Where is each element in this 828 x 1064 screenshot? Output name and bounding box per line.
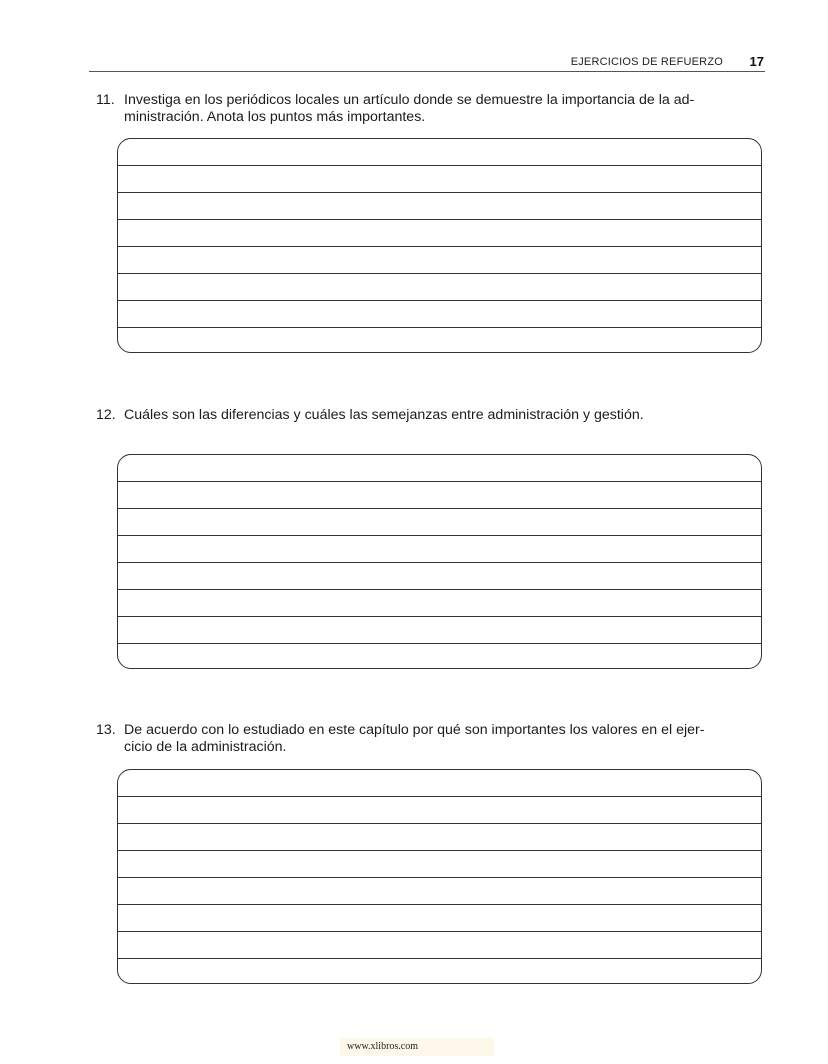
question-12 xyxy=(96,407,766,424)
writing-line xyxy=(118,300,761,301)
writing-line xyxy=(118,165,761,166)
writing-line xyxy=(118,931,761,932)
writing-line xyxy=(118,850,761,851)
writing-line xyxy=(118,481,761,482)
running-header xyxy=(89,55,765,72)
writing-line xyxy=(118,562,761,563)
writing-line xyxy=(118,958,761,959)
header-title: EJERCICIOS DE REFUERZO xyxy=(570,56,723,68)
question-number: 13. xyxy=(96,722,116,738)
writing-line xyxy=(118,327,761,328)
writing-line xyxy=(118,192,761,193)
question-number: 11. xyxy=(96,92,115,108)
writing-line xyxy=(118,508,761,509)
writing-line xyxy=(118,643,761,644)
question-text xyxy=(124,407,766,424)
question-text-line: ministración. Anota los puntos más importantes. xyxy=(124,109,426,125)
writing-line xyxy=(118,877,761,878)
writing-line xyxy=(118,589,761,590)
writing-line xyxy=(118,273,761,274)
writing-line xyxy=(118,219,761,220)
question-text-line: Investiga en los periódicos locales un artículo donde se demuestre la importancia de la ad- xyxy=(124,92,695,108)
answer-box-13[interactable] xyxy=(117,769,762,984)
writing-line xyxy=(118,616,761,617)
page-number: 17 xyxy=(749,54,764,69)
question-text xyxy=(124,722,766,756)
question-number: 12. xyxy=(96,407,116,423)
answer-box-12[interactable] xyxy=(117,454,762,669)
answer-box-11[interactable] xyxy=(117,138,762,353)
question-11 xyxy=(96,92,766,126)
writing-line xyxy=(118,823,761,824)
question-text-line: Cuáles son las diferencias y cuáles las semejanzas entre administración y gestión. xyxy=(124,407,644,423)
footer-website: www.xlibros.com xyxy=(347,1041,419,1052)
question-text xyxy=(124,92,766,126)
writing-line xyxy=(118,796,761,797)
writing-line xyxy=(118,904,761,905)
question-text-line: De acuerdo con lo estudiado en este capítulo por qué son importantes los valores en el ejer- xyxy=(124,722,705,738)
writing-line xyxy=(118,246,761,247)
question-text-line: cicio de la administración. xyxy=(124,739,287,755)
question-13 xyxy=(96,722,766,756)
writing-line xyxy=(118,535,761,536)
